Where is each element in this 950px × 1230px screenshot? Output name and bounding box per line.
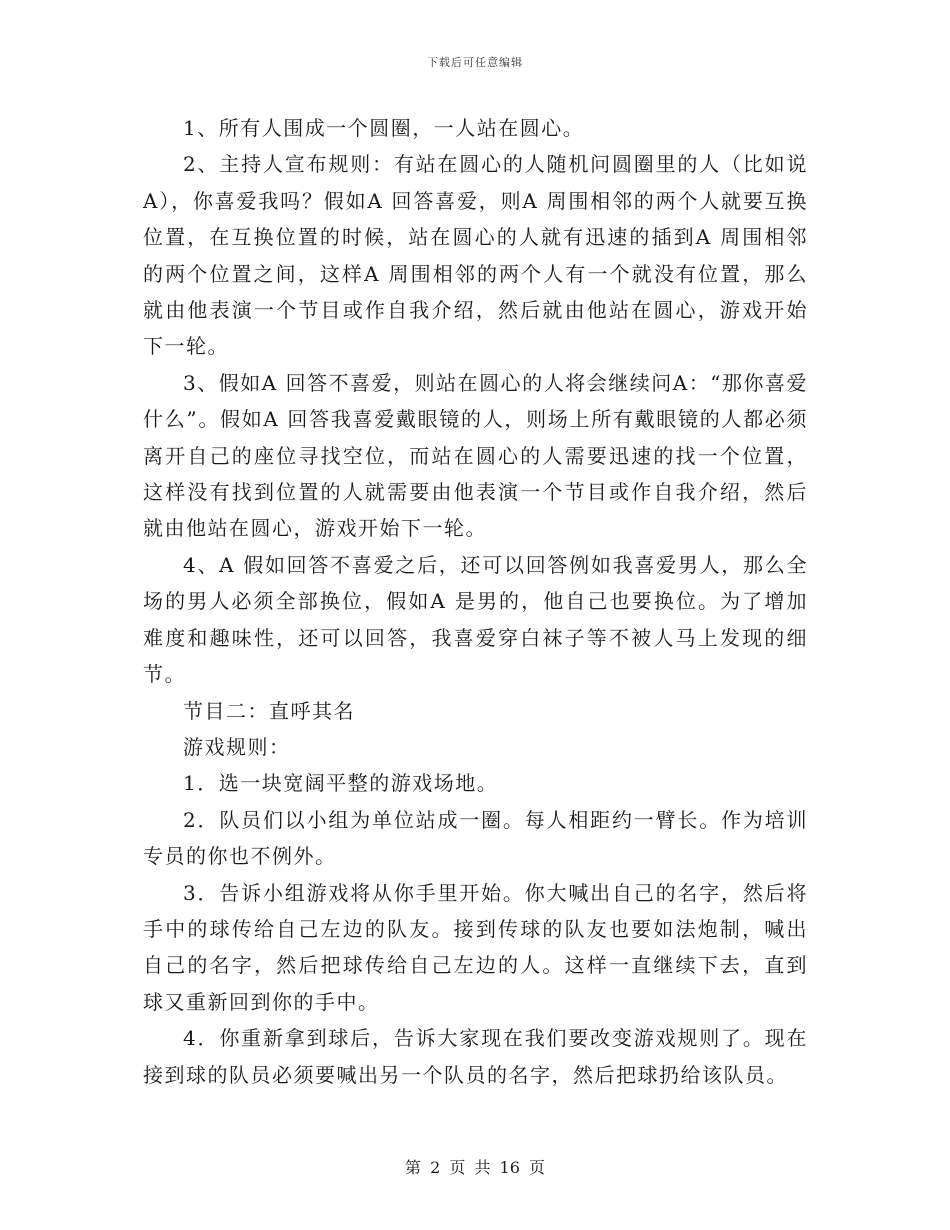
paragraph: 1．选一块宽阔平整的游戏场地。 [183, 771, 499, 796]
paragraph: 2、主持人宣布规则：有站在圆心的人随机问圆圈里的人（比如说A），你喜爱我吗？假如A 回答喜爱，则A 周围相邻的两个人就要互换位置，在互换位置的时候，站在圆心的人就有迅速的插到A 周围相邻的两个位置之间，这样A 周围相邻的两个人有一个就没有位置，那么就由他表演一个节目或作自我介绍，然后就由他站在圆心，游戏开始下一轮。 [143, 152, 808, 359]
paragraph: 3．告诉小组游戏将从你手里开始。你大喊出自己的名字，然后将手中的球传给自己左边的队友。接到传球的队友也要如法炮制，喊出自己的名字，然后把球传给自己左边的人。这样一直继续下去，直到球又重新回到你的手中。 [143, 880, 808, 1014]
section-heading: 节目二：直呼其名 [183, 698, 355, 723]
document-body [143, 110, 808, 1093]
paragraph: 4．你重新拿到球后，告诉大家现在我们要改变游戏规则了。现在接到球的队员必须要喊出另一个队员的名字，然后把球扔给该队员。 [143, 1026, 808, 1087]
paragraph: 4、A 假如回答不喜爱之后，还可以回答例如我喜爱男人，那么全场的男人必须全部换位，假如A 是男的，他自己也要换位。为了增加难度和趣味性，还可以回答，我喜爱穿白袜子等不被人马上发现的细节。 [143, 552, 808, 687]
paragraph: 3、假如A 回答不喜爱，则站在圆心的人将会继续问A：“那你喜爱什么”。假如A 回答我喜爱戴眼镜的人，则场上所有戴眼镜的人都必须离开自己的座位寻找空位，而站在圆心的人需要迅速的找一个位置，这样没有找到位置的人就需要由他表演一个节目或作自我介绍，然后就由他站在圆心，游戏开始下一轮。 [143, 370, 808, 541]
page-header: 下载后可任意编辑 [427, 56, 523, 69]
page-number: 第 2 页 共 16 页 [405, 1158, 545, 1177]
paragraph: 2．队员们以小组为单位站成一圈。每人相距约一臂长。作为培训专员的你也不例外。 [143, 807, 808, 869]
subheading: 游戏规则： [183, 734, 291, 759]
paragraph: 1、所有人围成一个圆圈，一人站在圆心。 [183, 116, 585, 140]
